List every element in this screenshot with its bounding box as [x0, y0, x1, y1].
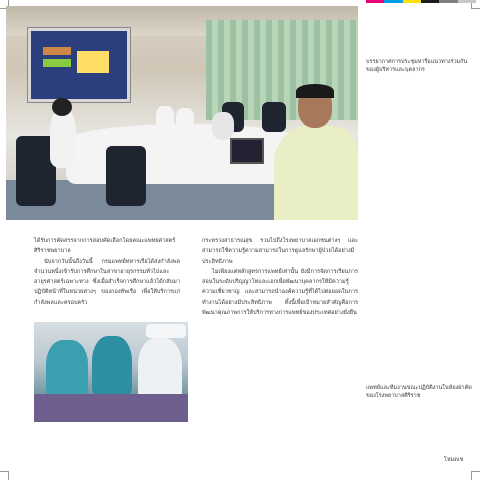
- chair: [106, 146, 146, 206]
- attendee: [156, 106, 174, 132]
- presenter-hair: [296, 84, 334, 98]
- attendee: [176, 108, 194, 134]
- color-swatch: [439, 0, 457, 3]
- attendee: [212, 112, 234, 140]
- paragraph: นับจากวันนั้นถึงวันนี้ กรมแพทย์ทหารเรือได้ส่งกำลังพลจำนวนหนึ่งเข้ารับการศึกษาในสาขาอายุรกรรมทั่วไปและอายุรศาสตร์เฉพาะทาง ซึ่งเมื่อสำเร็จการศึกษาแล้วได้กลับมาปฏิบัติหน้าที่ในหน่วยต่างๆ ของกองทัพเรือ เพื่อให้บริการแก่กำลังพลและครอบครัว: [34, 258, 180, 306]
- meeting-photo: [6, 6, 358, 220]
- surgery-photo: [34, 322, 188, 422]
- presenter-shirt: [274, 126, 358, 220]
- color-swatch: [458, 0, 476, 3]
- chair: [262, 102, 286, 132]
- attendee: [50, 108, 76, 168]
- surgical-light: [146, 324, 186, 338]
- attendee-hair: [52, 98, 72, 116]
- body-column-left: [34, 236, 180, 308]
- crop-mark: [471, 471, 480, 480]
- color-swatch: [366, 0, 384, 3]
- page-number: โหมดเช: [444, 457, 464, 463]
- surgical-drape: [34, 394, 188, 422]
- paragraph: กระทรวงสาธารณสุข รวมไปถึงโรงพยาบาลเอกชนต่างๆ และสามารถใช้ความรู้ความสามารถในการดูแลรักษาผู้ป่วยได้อย่างมีประสิทธิภาพ: [202, 238, 358, 265]
- body-column-right: [202, 236, 358, 318]
- color-swatch: [421, 0, 439, 3]
- surgeon: [92, 336, 132, 398]
- crop-mark: [0, 471, 9, 480]
- color-registration-bar: [366, 0, 476, 3]
- paragraph: ได้รับการคัดสรรจากการสอบคัดเลือกโดยคณะแพทยศาสตร์ศิริราชพยาบาล: [34, 238, 176, 255]
- photo-caption-bottom: แพทย์และทีมงานขณะปฏิบัติงานในห้องผ่าตัดของโรงพยาบาลศิริราช: [366, 385, 472, 399]
- color-swatch: [384, 0, 402, 3]
- laptop: [230, 138, 264, 164]
- photo-caption-top: บรรยากาศการประชุมหารือแนวทางร่วมกันของผู้บริหารและบุคลากร: [366, 59, 468, 73]
- projector-screen: [28, 28, 130, 102]
- surgeon: [46, 340, 88, 400]
- paragraph: ไม่เพียงแต่หลักสูตรการแพทย์เท่านั้น ยังมีการจัดการเรียนการสอนในระดับปริญญาโทและเอกเพื่อพัฒนาบุคลากรให้มีความรู้ความเชี่ยวชาญ และสามารถนำองค์ความรู้ที่ได้ไปต่อยอดในการทำงานได้อย่างมีประสิทธิภาพ ทั้งนี้เพื่อเป้าหมายสำคัญคือการพัฒนาคุณภาพการให้บริการทางการแพทย์ของประเทศอย่างยั่งยืน: [202, 268, 358, 317]
- color-swatch: [403, 0, 421, 3]
